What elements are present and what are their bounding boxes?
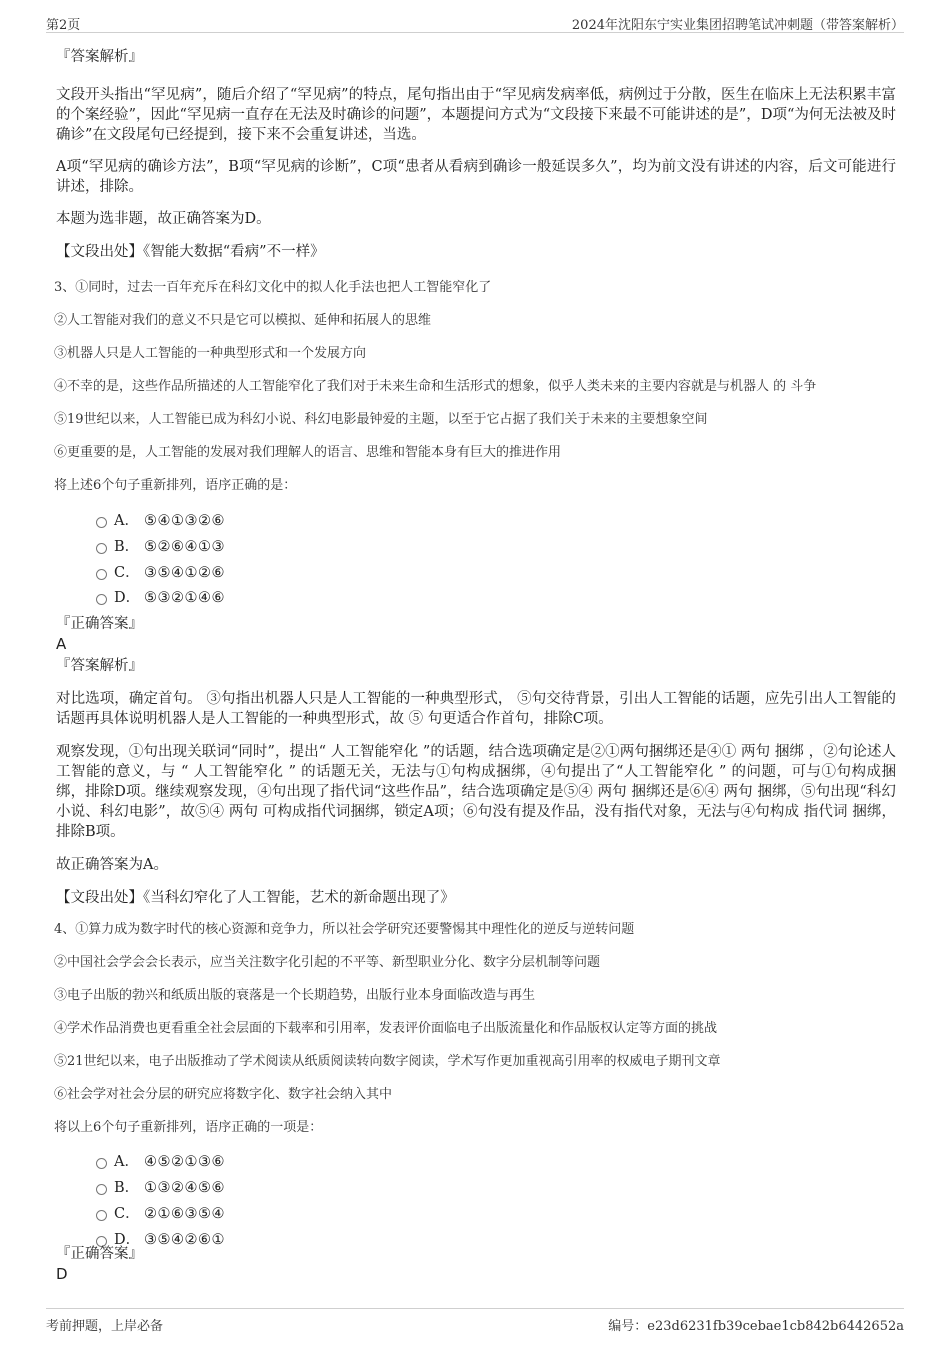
question-4-sentence: ③电子出版的勃兴和纸质出版的衰落是一个长期趋势，出版行业本身面临改造与再生 bbox=[54, 988, 536, 1004]
option-label: B． bbox=[114, 1179, 140, 1196]
source-citation: 【文段出处】《当科幻窄化了人工智能，艺术的新命题出现了》 bbox=[56, 890, 455, 907]
radio-button[interactable] bbox=[96, 1184, 107, 1195]
question-3-sentence: ⑥更重要的是，人工智能的发展对我们理解人的语言、思维和智能本身有巨大的推进作用 bbox=[54, 445, 562, 460]
question-4-sentence: ⑤21世纪以来，电子出版推动了学术阅读从纸质阅读转向数字阅读，学术写作更加重视高引用率的权威电子期刊文章 bbox=[54, 1054, 721, 1070]
analysis-paragraph: 文段开头指出“罕见病”，随后介绍了“罕见病”的特点，尾句指出由于“罕见病发病率低，病例过于分散，医生在临床上无法积累丰富的个案经验”，因此“罕见病一直存在无法及时确诊的问题”，本题提问方式为“文段接下来最不可能讲述的是”，D项“为何无法被及时确诊”在文段尾句已经提到，接下来不会重复讲述，当选。 bbox=[56, 87, 896, 143]
option-a[interactable] bbox=[56, 1152, 896, 1178]
question-3-sentence: ②人工智能对我们的意义不只是它可以模拟、延伸和拓展人的思维 bbox=[54, 313, 432, 328]
question-3-options bbox=[56, 511, 896, 614]
question-3-stem: 3、①同时，过去一百年充斥在科幻文化中的拟人化手法也把人工智能窄化了 bbox=[54, 280, 492, 295]
option-d[interactable] bbox=[56, 588, 896, 614]
question-4-sentence: ④学术作品消费也更看重全社会层面的下载率和引用率，发表评价面临电子出版流量化和作品版权认定等方面的挑战 bbox=[54, 1021, 718, 1037]
correct-answer-label: 『正确答案』 bbox=[56, 616, 143, 633]
option-c[interactable] bbox=[56, 1204, 896, 1230]
option-label: B． bbox=[114, 538, 140, 555]
option-a[interactable] bbox=[56, 511, 896, 537]
question-4-options bbox=[56, 1152, 896, 1248]
correct-answer-value: D bbox=[56, 1264, 68, 1283]
source-citation: 【文段出处】《智能大数据“看病”不一样》 bbox=[56, 244, 325, 260]
footer-slogan: 考前押题，上岸必备 bbox=[46, 1319, 164, 1334]
question-3-sentence: ⑤19世纪以来，人工智能已成为科幻小说、科幻电影最钟爱的主题，以至于它占据了我们关于未来的主要想象空间 bbox=[54, 412, 708, 427]
document-code: 编号：e23d6231fb39cebae1cb842b6442652a bbox=[608, 1319, 904, 1334]
option-c[interactable] bbox=[56, 563, 896, 589]
option-d[interactable] bbox=[56, 1230, 896, 1248]
option-value: ③⑤④①②⑥ bbox=[144, 564, 225, 581]
option-value: ①③②④⑤⑥ bbox=[144, 1179, 225, 1196]
analysis-paragraph: 观察发现，①句出现关联词“同时”，提出“ 人工智能窄化 ”的话题，结合选项确定是②①两句捆绑还是④① 两句 捆绑 ，②句论述人工智能的意义，与 “ 人工智能窄化 ” 的话题无关，无法与①句构成捆绑，④句提出了“人工智能窄化 ” 的问题，可与①句构成捆绑，排除D项。继续观察发现，④句出现了指代词“这些作品”，结合选项确定是⑤④ 两句 捆绑还是⑥④ 两句 捆绑，⑤句出现“科幻小说、科幻电影”，故⑤④ 两句 可构成指代词捆绑，锁定A项；⑥句没有提及作品，没有指代对象，无法与④句构成 指代词 捆绑，排除B项。 bbox=[56, 744, 896, 841]
option-value: ⑤③②①④⑥ bbox=[144, 590, 225, 607]
analysis-paragraph: 本题为选非题，故正确答案为D。 bbox=[56, 211, 271, 227]
radio-button[interactable] bbox=[96, 1158, 107, 1169]
analysis-label: 『答案解析』 bbox=[56, 49, 143, 65]
analysis-label: 『答案解析』 bbox=[56, 658, 143, 675]
question-3-sentence: ④不幸的是，这些作品所描述的人工智能窄化了我们对于未来生命和生活形式的想象，似乎人类未来的主要内容就是与机器人 的 斗争 bbox=[54, 379, 817, 394]
document-body bbox=[56, 47, 896, 1283]
correct-answer-value: A bbox=[56, 635, 67, 654]
option-label: D． bbox=[114, 1231, 141, 1248]
radio-button[interactable] bbox=[96, 543, 107, 554]
option-value: ②①⑥③⑤④ bbox=[144, 1205, 225, 1222]
page-footer bbox=[46, 1308, 904, 1335]
radio-button[interactable] bbox=[96, 517, 107, 528]
option-label: C． bbox=[114, 1205, 140, 1222]
question-4-stem: 4、①算力成为数字时代的核心资源和竞争力，所以社会学研究还要警惕其中理性化的逆反与逆转问题 bbox=[54, 922, 635, 938]
analysis-paragraph: 对比选项，确定首句。 ③句指出机器人只是人工智能的一种典型形式， ⑤句交待背景，引出人工智能的话题，应先引出人工智能的话题再具体说明机器人是人工智能的一种典型形式，故 ⑤ 句更适合作首句，排除C项。 bbox=[56, 691, 896, 728]
page-header bbox=[46, 12, 904, 33]
option-value: ③⑤④②⑥① bbox=[144, 1231, 225, 1248]
option-label: A． bbox=[114, 1154, 139, 1171]
option-label: C． bbox=[114, 564, 140, 581]
option-value: ④⑤②①③⑥ bbox=[144, 1154, 225, 1171]
option-value: ⑤④①③②⑥ bbox=[144, 513, 225, 529]
question-4-sentence: ⑥社会学对社会分层的研究应将数字化、数字社会纳入其中 bbox=[54, 1087, 393, 1103]
radio-button[interactable] bbox=[96, 569, 107, 580]
correct-answer-label: 『正确答案』 bbox=[56, 1245, 143, 1262]
question-4-sentence: ②中国社会学会会长表示，应当关注数字化引起的不平等、新型职业分化、数字分层机制等问题 bbox=[54, 955, 601, 971]
option-label: A． bbox=[114, 513, 139, 529]
option-value: ⑤②⑥④①③ bbox=[144, 538, 225, 555]
question-4-prompt: 将以上6个句子重新排列，语序正确的一项是： bbox=[54, 1120, 323, 1136]
page-number: 第2页 bbox=[46, 18, 81, 33]
question-3-sentence: ③机器人只是人工智能的一种典型形式和一个发展方向 bbox=[54, 346, 367, 361]
analysis-paragraph: 故正确答案为A。 bbox=[56, 857, 168, 874]
analysis-paragraph: A项“罕见病的确诊方法”，B项“罕见病的诊断”，C项“患者从看病到确诊一般延误多久”，均为前文没有讲述的内容，后文可能进行讲述，排除。 bbox=[56, 159, 896, 195]
document-title: 2024年沈阳东宁实业集团招聘笔试冲刺题（带答案解析） bbox=[571, 18, 904, 33]
option-label: D． bbox=[114, 590, 141, 607]
radio-button[interactable] bbox=[96, 594, 107, 605]
option-b[interactable] bbox=[56, 537, 896, 563]
radio-button[interactable] bbox=[96, 1210, 107, 1221]
question-3-prompt: 将上述6个句子重新排列，语序正确的是： bbox=[54, 478, 297, 493]
option-b[interactable] bbox=[56, 1178, 896, 1204]
